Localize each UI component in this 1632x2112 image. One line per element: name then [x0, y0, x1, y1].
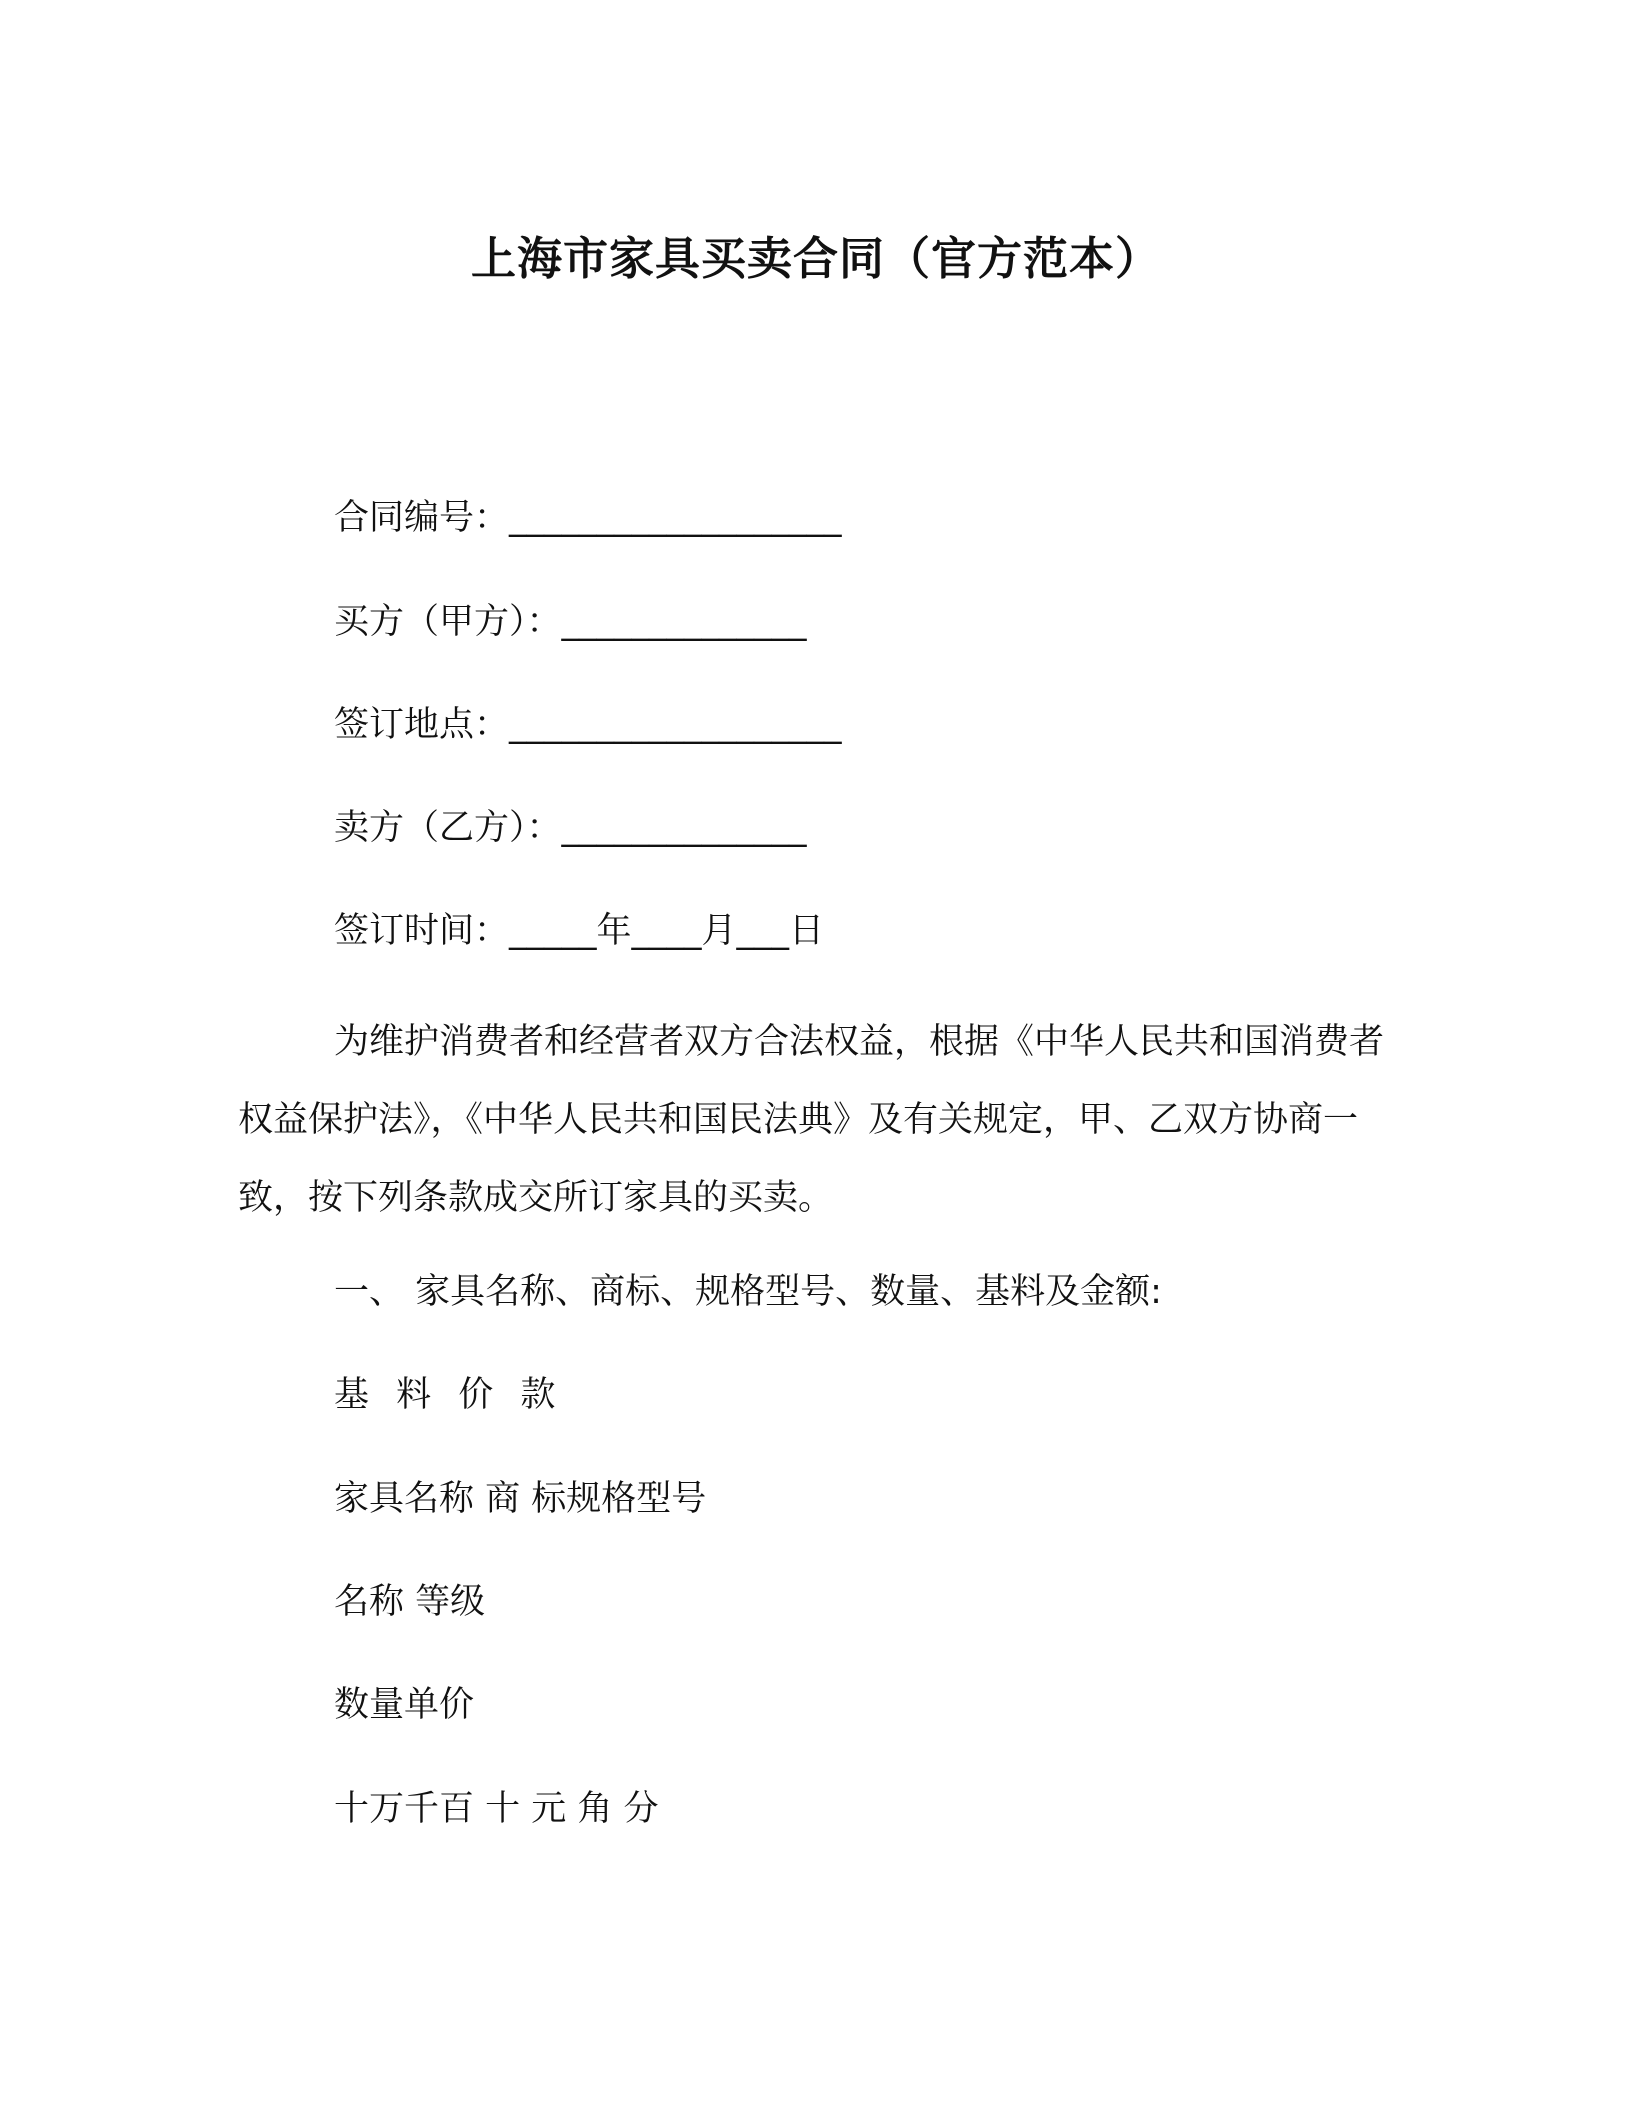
section-1-heading: 一、 家具名称、商标、规格型号、数量、基料及金额: [334, 1272, 1162, 1312]
field-contract-number: 合同编号：___________________ [334, 498, 842, 538]
table-line-quantity-price: 数量单价 [334, 1685, 475, 1725]
field-seller: 卖方（乙方）：______________ [334, 808, 807, 848]
field-signing-place: 签订地点：___________________ [334, 705, 842, 745]
document-title: 上海市家具买卖合同（官方范本） [470, 232, 1161, 285]
table-line-amount-units: 十万千百 十 元 角 分 [334, 1789, 659, 1829]
table-line-name-grade: 名称 等级 [334, 1582, 486, 1622]
field-buyer: 买方（甲方）：______________ [334, 602, 807, 642]
table-line-materials: 基 料 价 款 [334, 1375, 564, 1415]
intro-paragraph: 为维护消费者和经营者双方合法权益，根据《中华人民共和国消费者权益保护法》，《中华人民共和国民法典》及有关规定，甲、乙双方协商一致，按下列条款成交所订家具的买卖。 [238, 1022, 1385, 1218]
table-line-furniture-name: 家具名称 商 标规格型号 [334, 1479, 707, 1519]
field-signing-date: 签订时间：_____年____月___日 [334, 911, 825, 951]
